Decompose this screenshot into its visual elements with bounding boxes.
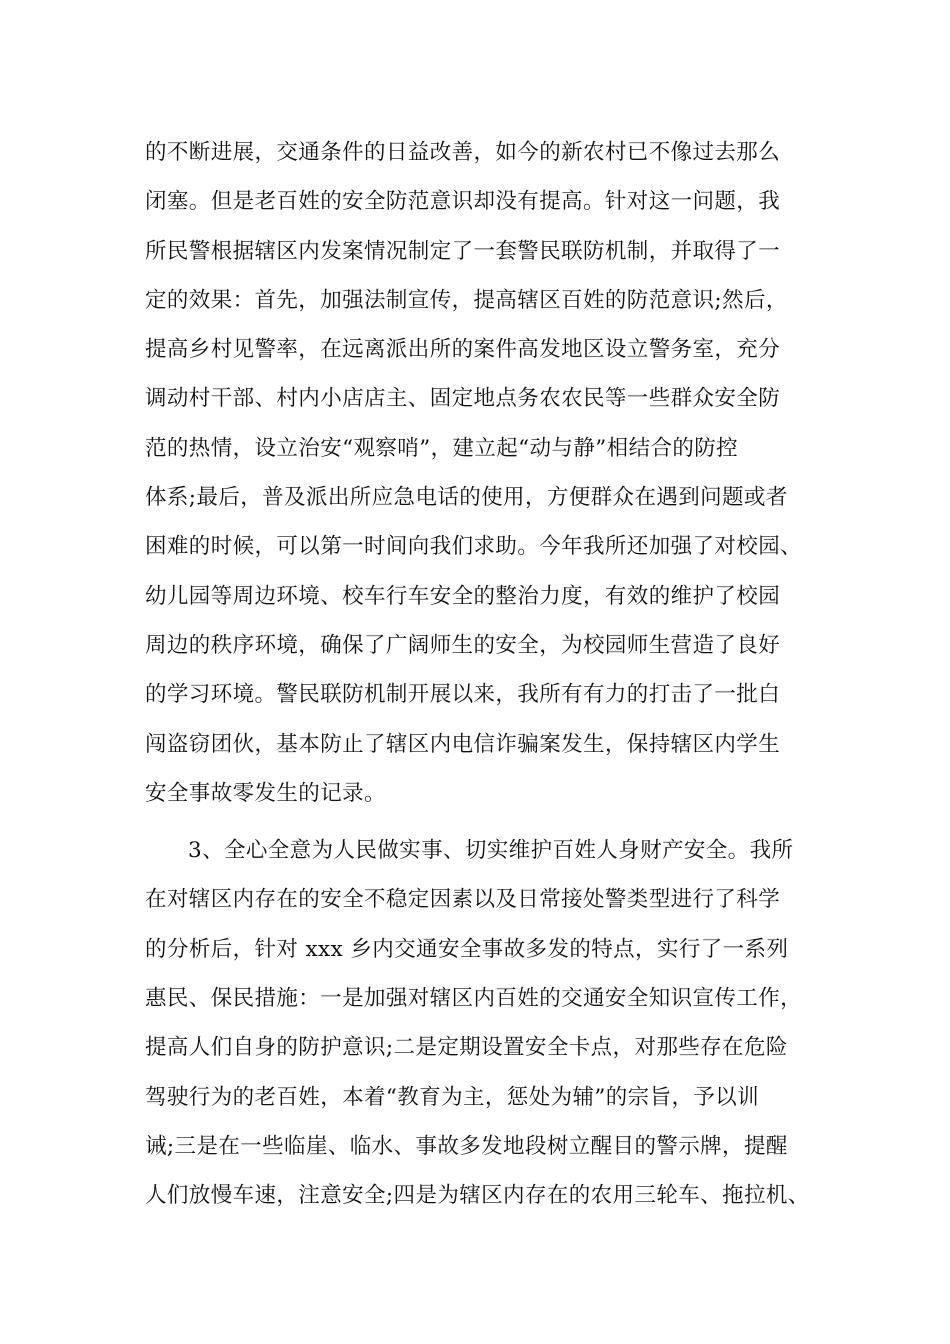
paragraph-gap: [145, 821, 825, 829]
body-text: [145, 131, 825, 1224]
paragraph-1: [145, 131, 825, 821]
text-line: 的学习环境。警民联防机制开展以来，我所有有力的打击了一批白: [145, 682, 781, 708]
text-line: 范的热情，设立治安“观察哨”，建立起“动与静”相结合的防控: [145, 435, 739, 461]
text-line: 在对辖区内存在的安全不稳定因素以及日常接处警类型进行了科学: [145, 887, 781, 913]
text-line: 提高人们自身的防护意识;二是定期设置安全卡点，对那些存在危险: [145, 1035, 788, 1061]
text-line: 驾驶行为的老百姓，本着“教育为主，惩处为辅”的宗旨，予以训: [145, 1084, 760, 1110]
text-line: 提高乡村见警率，在远离派出所的案件高发地区设立警务室，充分: [145, 337, 781, 363]
text-line: 安全事故零发生的记录。: [145, 780, 386, 806]
text-line: 定的效果：首先，加强法制宣传，提高辖区百姓的防范意识;然后，: [145, 287, 788, 313]
text-line: 的不断进展，交通条件的日益改善，如今的新农村已不像过去那么: [145, 140, 781, 165]
text-line: 的分析后，针对 xxx 乡内交通安全事故多发的特点，实行了一系列: [145, 936, 789, 962]
text-line: 幼儿园等周边环境、校车行车安全的整治力度，有效的维护了校园: [145, 583, 781, 609]
text-line: 周边的秩序环境，确保了广阔师生的安全，为校园师生营造了良好: [145, 632, 781, 658]
text-line: 所民警根据辖区内发案情况制定了一套警民联防机制，并取得了一: [145, 238, 781, 264]
text-line: 困难的时候，可以第一时间向我们求助。今年我所还加强了对校园、: [145, 534, 803, 560]
text-line: 惠民、保民措施：一是加强对辖区内百姓的交通安全知识宣传工作，: [145, 986, 803, 1012]
text-line: 3、全心全意为人民做实事、切实维护百姓人身财产安全。我所: [188, 838, 794, 864]
text-line: 闭塞。但是老百姓的安全防范意识却没有提高。针对这一问题，我: [145, 189, 781, 215]
text-line: 诫;三是在一些临崖、临水、事故多发地段树立醒目的警示牌，提醒: [145, 1133, 788, 1159]
text-line: 调动村干部、村内小店店主、固定地点务农农民等一些群众安全防: [145, 386, 781, 412]
text-line: 人们放慢车速，注意安全;四是为辖区内存在的农用三轮车、拖拉机、: [145, 1183, 810, 1209]
paragraph-2: [145, 829, 825, 1223]
text-line: 体系;最后，普及派出所应急电话的使用，方便群众在遇到问题或者: [145, 485, 788, 511]
text-line: 闯盗窃团伙，基本防止了辖区内电信诈骗案发生，保持辖区内学生: [145, 731, 781, 757]
